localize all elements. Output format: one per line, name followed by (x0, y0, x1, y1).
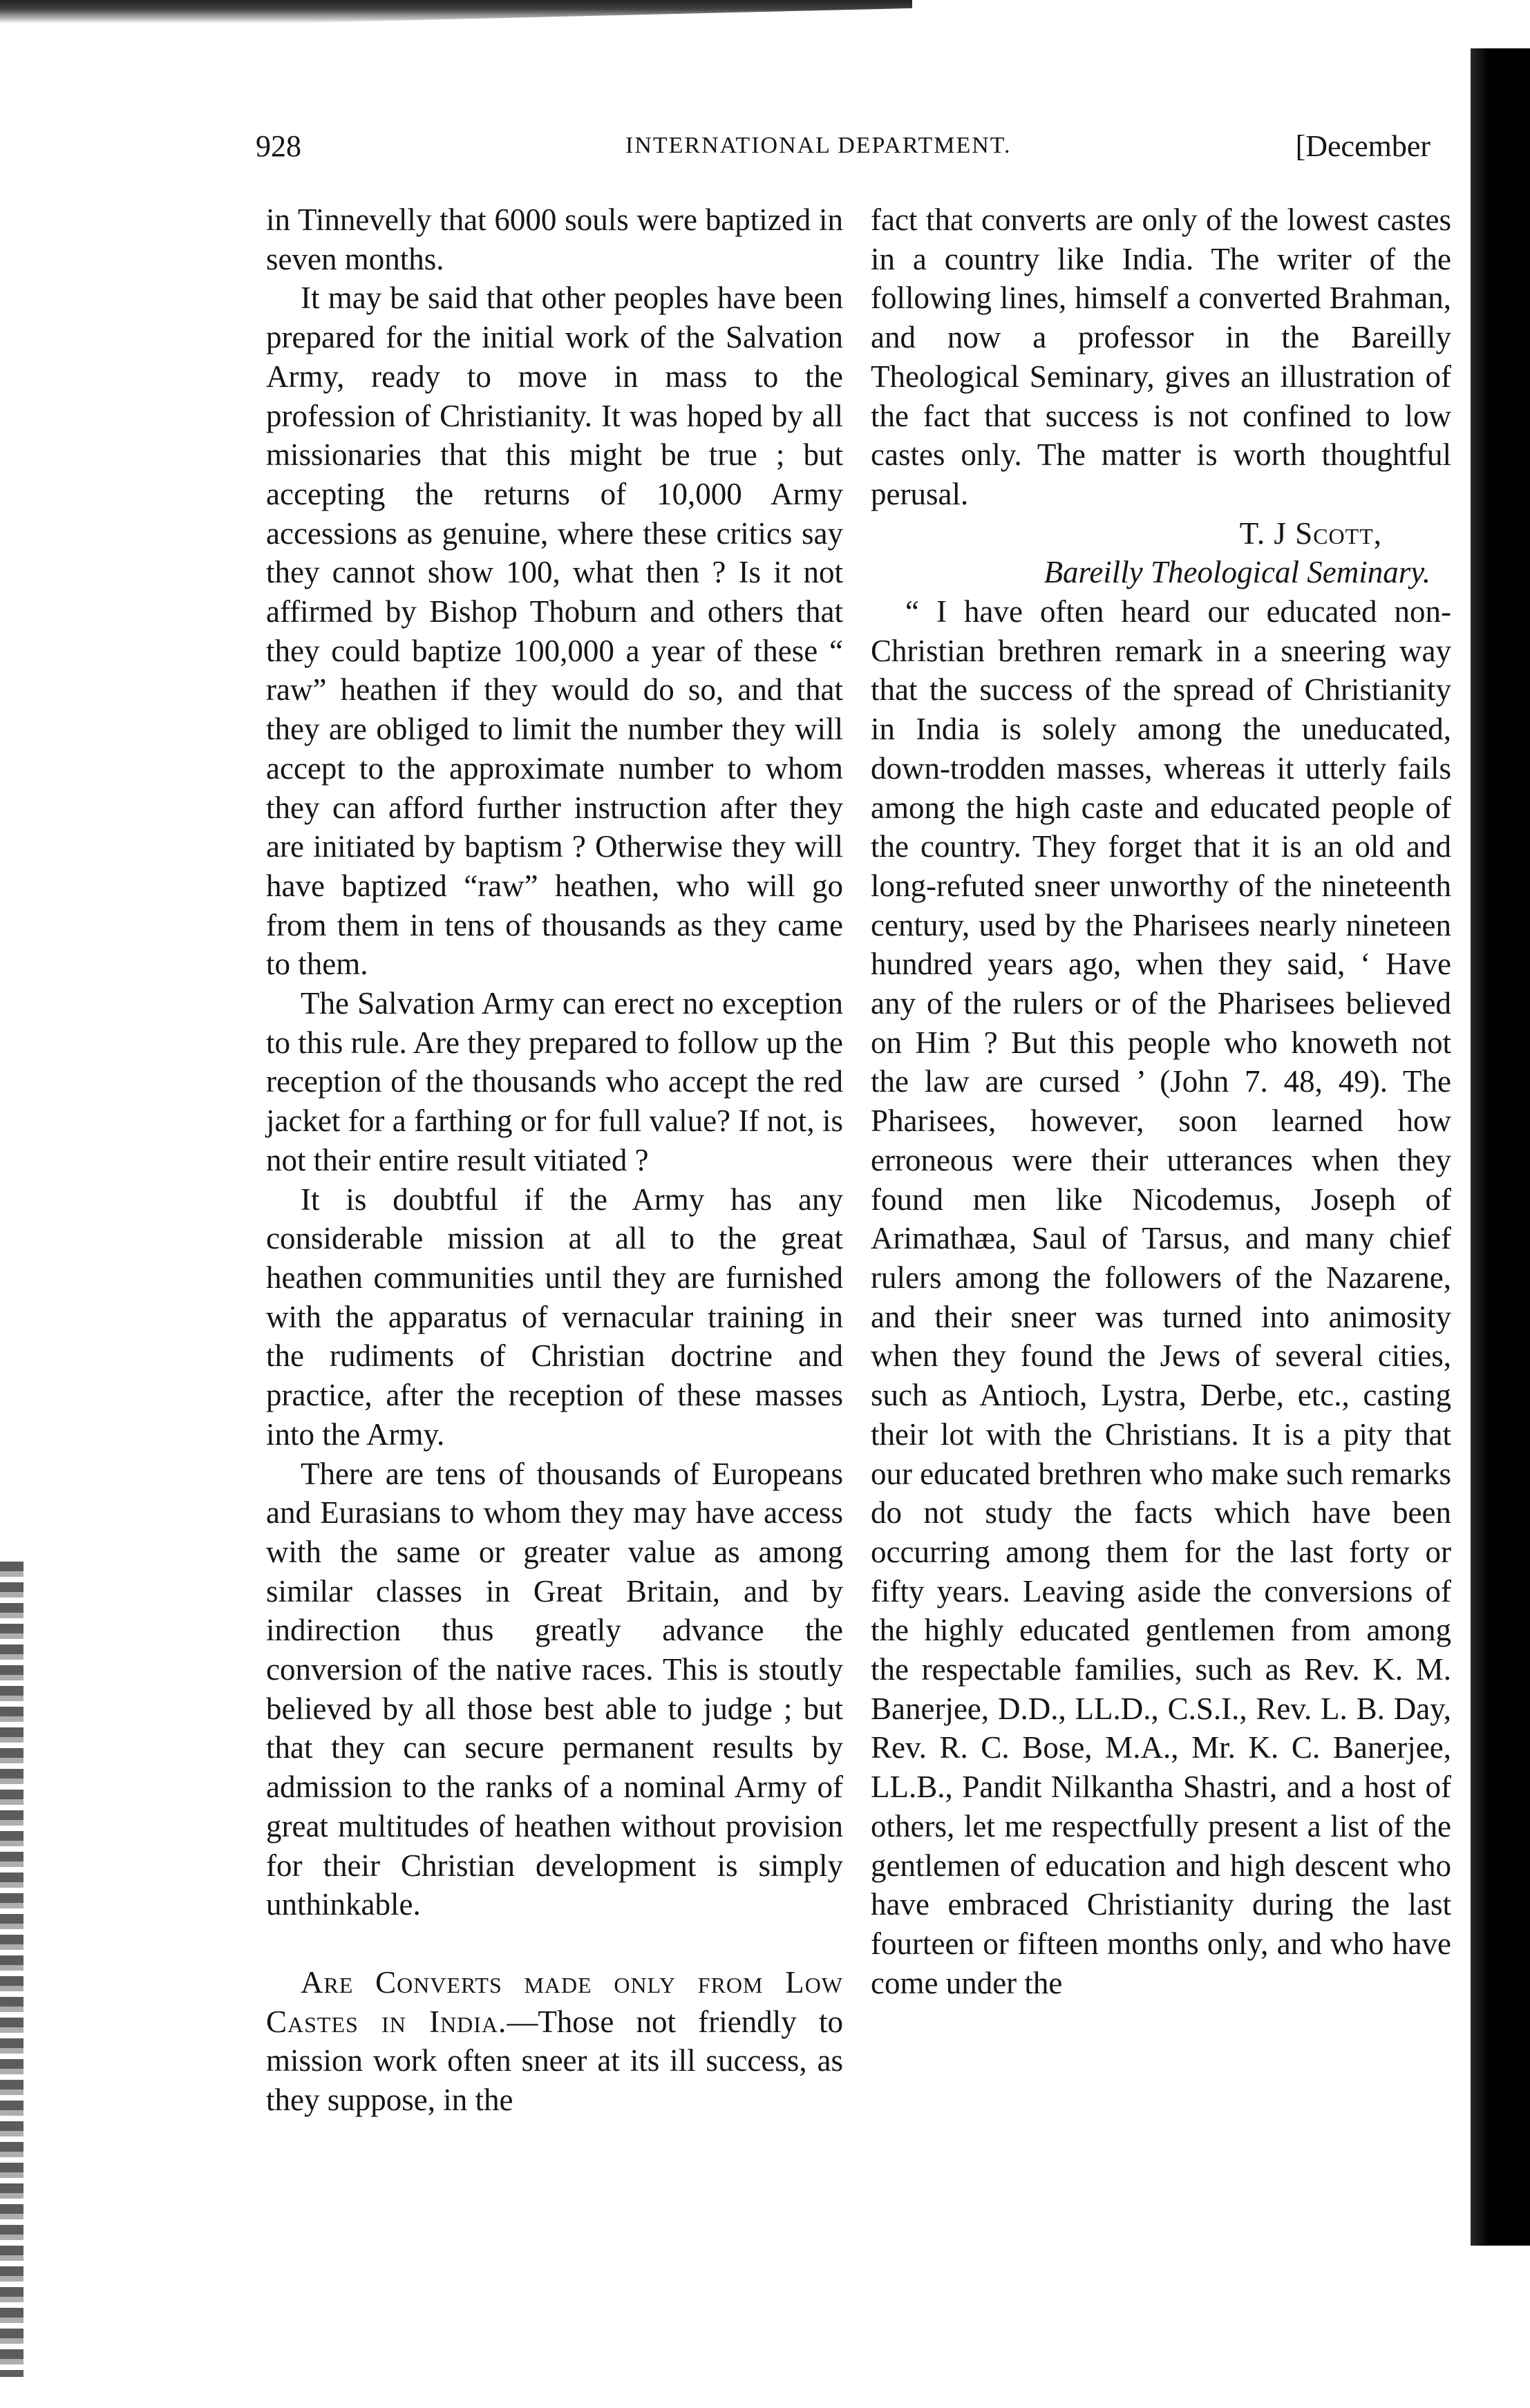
running-head (256, 129, 1430, 170)
signature-institution: Bareilly Theological Seminary. (1043, 555, 1430, 590)
section-text: —Those not friendly to mission work often sneer at its ill success, as they suppose, in the (266, 2004, 843, 2118)
running-date: [December (1295, 129, 1430, 163)
signature-name: T. J Scott, (1239, 515, 1382, 551)
paragraph: It may be said that other peoples have been prepared for the initial work of the Salvation Army, ready to move in mass to the profession of Christianity. It was hoped by all missionaries that this might be true ; but accepting the returns of 10,000 Army accessions as genuine, where these critics say they cannot show 100, what then ? Is it not affirmed by Bishop Thoburn and others that they could baptize 100,000 a year of these “ raw” heathen if they would do so, and that they are obliged to limit the number they will accept to the approximate number to whom they can afford further instruction after they are initiated by baptism ? Otherwise they will have baptized “raw” heathen, who will go from them in tens of thousands as they came to them. (266, 281, 843, 982)
signature (871, 514, 1451, 553)
paragraph: fact that converts are only of the lowest castes in a country like India. The writer of the following lines, himself a converted Brahman, and now a professor in the Bareilly Theological Seminary, gives an illustration of the fact that success is not confined to low castes only. The matter is worth thoughtful perusal. (871, 202, 1451, 511)
paragraph: in Tinnevelly that 6000 souls were baptized in seven months. (266, 202, 843, 276)
scan-edge-artifact (0, 1562, 23, 2377)
paragraph: It is doubtful if the Army has any considerable mission at all to the great heathen communities until they are furnished with the apparatus of vernacular training in the rudiments of Christian doctrine and practice, after the reception of these masses into the Army. (266, 1182, 843, 1452)
left-column (266, 200, 843, 2120)
right-column (871, 200, 1451, 2002)
paragraph: The Salvation Army can erect no exception to this rule. Are they prepared to follow up the reception of the thousands who accept the red jacket for a farthing or for full value? If not, is not their entire result vitiated ? (266, 986, 843, 1177)
section-heading: Are Converts made only from Low Castes in India. (266, 1964, 843, 2039)
section-spacer (266, 1924, 843, 1963)
scan-streak (0, 0, 912, 23)
paragraph: “ I have often heard our educated non-Christian brethren remark in a sneering way that the success of the spread of Christianity in India is solely among the uneducated, down-trodden masses, whereas it utterly fails among the high caste and educated people of the country. They forget that it is an old and long-refuted sneer unworthy of the nineteenth century, used by the Pharisees nearly nineteen hundred years ago, when they said, ‘ Have any of the rulers or of the Pharisees believed on Him ? But this people who knoweth not the law are cursed ’ (John 7. 48, 49). The Pharisees, however, soon learned how erroneous were their utterances when they found men like Nicodemus, Joseph of Arimathæa, Saul of Tarsus, and many chief rulers among the followers of the Nazarene, and their sneer was turned into animosity when they found the Jews of several cities, such as Antioch, Lystra, Derbe, etc., casting their lot with the Christians. It is a pity that our educated brethren who make such remarks do not study the facts which have been occurring among them for the last forty or fifty years. Leaving aside the conversions of the highly educated gentlemen from among the respectable families, such as Rev. K. M. Banerjee, D.D., LL.D., C.S.I., Rev. L. B. Day, Rev. R. C. Bose, M.A., Mr. K. C. Banerjee, LL.B., Pandit Nilkantha Shastri, and a host of others, let me respectfully present a list of the gentlemen of education and high descent who have embraced Christianity during the last fourteen or fifteen months only, and who have come under the (871, 594, 1451, 2000)
paragraph: There are tens of thousands of Europeans and Eurasians to whom they may have access with the same or greater value as among similar classes in Great Britain, and by indirection thus greatly advance the conversion of the native races. This is stoutly believed by all those best able to judge ; but that they can secure permanent results by admission to the ranks of a nominal Army of great multitudes of heathen without provision for their Christian development is simply unthinkable. (266, 1456, 843, 1922)
section-paragraph (266, 1963, 843, 2120)
page-number: 928 (256, 129, 301, 163)
running-title: INTERNATIONAL DEPARTMENT. (625, 133, 1012, 158)
scan-binding-shadow (1471, 48, 1530, 2246)
